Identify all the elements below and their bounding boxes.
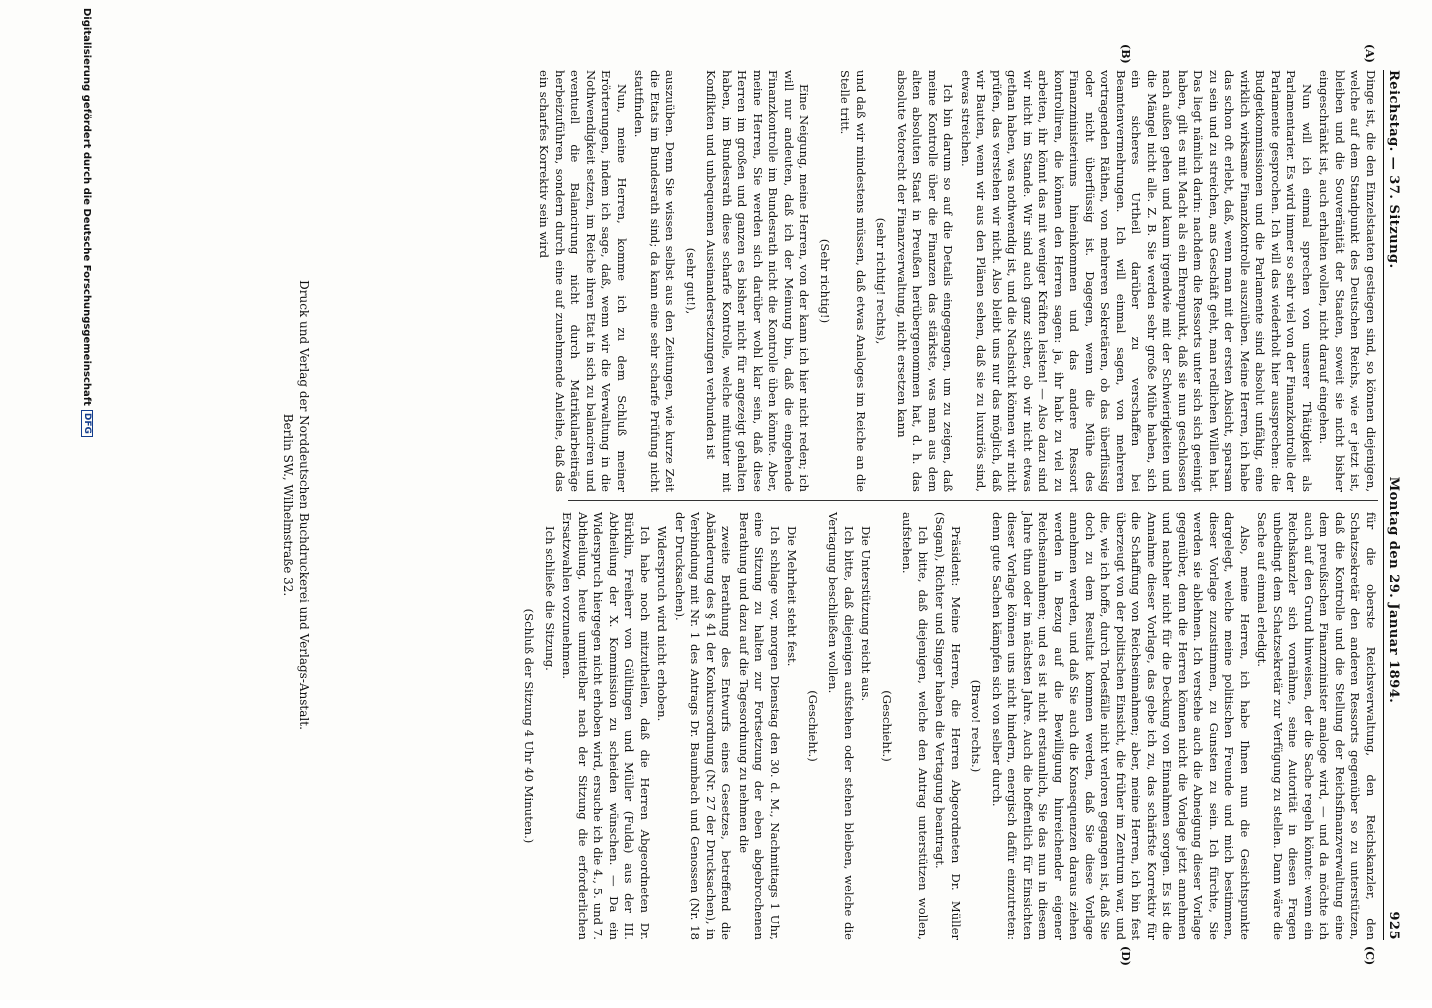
left-column [534,70,1378,492]
paragraph: Nun will ich einmal sprechen von unserer Thätigkeit als Parlamentarier. Es wird immer so sehr viel von der Finanzkontrolle der Parlamente gesprochen. Ich will das wiederholt hier aussprechen: die Budgetkommissionen und die Parlamente sind absolut unfähig, eine wirklich wirksame Finanzkontrolle auszuüben. Meine Herren, ich habe das schon oft erlebt, daß, wenn man mit der ersten Absicht, sparsam zu sein und zu streichen, ans Geschäft geht, man redlichen Willen hat. Das liegt nämlich darin: nachdem die Ressorts unter sich sich geeinigt haben, gilt es mit Macht als ein Ehrenpunkt, daß sie nun geschlossen nach außen gehen und kaum irgendwie mit der Schwierigkeiten und die Mängel nicht alle. Z. B. Sie werden sehr große Mühe haben, sich ein sicheres Urtheil darüber zu verschaffen bei Beamtenvermehrungen. Ich will einmal sagen, von mehreren vortragenden Räthen, von mehreren Sekretären, ob das überflüssig oder nicht überflüssig ist. Dagegen, wenn die Mühe des Finanzministeriums hineinkommen und das andere Ressort kontrolliren, die können den Herren sagen: ja, ihr habt zu viel zu arbeiten, ihr könnt das mit weniger Kräften leisten! — Also dazu sind wir nicht im Stande. Wir sind auch ganz sicher, ob wir nicht etwas gethan haben, was nothwendig ist, und die Nachsicht können wir nicht prüfen, das verstehen wir nicht. Also bleibt uns nur das möglich, daß wir Bauten, wenn wir aus den Plänen sehen, daß sie zu luxuriös sind, etwas streichen. [959,70,1314,492]
paragraph: Dinge ist, die den Einzelstaaten gestiegen sind, so können diejenigen, welche auf dem Standpunkt des Deutschen Reichs, wie er jetzt ist, bleiben und die Souveränität der Staaten, soweit sie nicht bisher eingeschränkt ist, auch erhalten wollen, nicht darauf eingehen. [1317,70,1378,492]
agenda-item: zweite Berathung des Entwurfs eines Gesetzes, betreffend die Abänderung des § 41 der Konkursordnung (Nr. 27 der Drucksachen), in Verbindung mit Nr. 1 des Antrags Dr. Baumbach und Genossen (Nr. 18 der Drucksachen). [673,512,734,940]
header-left: Reichstag. — 37. Sitzung. [1386,70,1401,269]
margin-mark-b: (B) [1119,44,1132,64]
paragraph: Also, meine Herren, ich habe Ihnen nun die Gesichtspunkte dargelegt, welche meine politischen Freunde und mich bestimmen, dieser Vorlage zuzustimmen, zu Gunsten zu sein. Ich fürchte, Sie werden sie ablehnen. Ich verstehe auch die Abneigung dieser Vorlage gegenüber, denn die Herren können nicht die Vorlage jetzt annehmen und nachher nicht für die Deckung von Einnahmen sorgen. Es ist die Annahme dieser Vorlage, das gebe ich zu, das schärfste Korrektiv für die Schaffung von Reichseinnahmen; aber, meine Herren, ich bin fest überzeugt von der politischen Einsicht, die früher im Zentrum war, und die, wie ich hoffe, durch Todesfälle nicht verloren gegangen ist, daß Sie doch zu dem Resultat kommen werden, daß Sie diese Vorlage annehmen werden, und daß Sie auch die Konsequenzen daraus ziehen werden in Bezug auf die Bewilligung hinreichender eigener Reichseinnahmen; und es ist nicht erstaunlich, Sie das nun in diesem Jahre thun oder im nächsten Jahre. Auch die hoffentlich für Einsichten dieser Vorlage können uns nicht hindern, energisch dafür einzutreten: denn gute Sachen kämpfen sich von selber durch. [990,512,1252,940]
paragraph: Eine Neigung, meine Herren, von der kann ich hier nicht reden; ich will nur andeuten, daß ich der Meinung bin, daß die eingehende Finanzkontrolle im Bundesrath nicht die Kontrolle üben könnte. Aber, meine Herren, Sie werden sich darüber wohl klar sein, daß diese Herren im großen und ganzen es bisher nicht für angezeigt gehalten haben, im Bundesrath diese scharfe Kontrolle, welche mitunter mit Konflikten und unbequemen Auseinandersetzungen verbunden ist [704,70,812,492]
interjection: (Bravo! rechts.) [969,679,984,773]
session-closing: (Schluß der Sitzung 4 Uhr 40 Minuten.) [522,608,537,844]
paragraph: Ich schließe die Sitzung. [543,526,557,671]
column-divider [568,500,1378,501]
interjection: (Geschieht.) [806,690,820,762]
paragraph: Ich habe noch mitzutheilen, daß die Herren Abgeordneten Dr. Bürklin, Freiherr von Gültlingen und Müller (Fulda) aus der III. Abtheilung der X. Kommission zu scheiden wünschen. — Da ein Widerspruch hiergegen nicht erhoben wird, ersuche ich die 4., 5. und 7. Abtheilung, heute unmittelbar nach der Sitzung die erforderlichen Ersatzwahlen vorzunehmen. [560,512,652,940]
right-column [516,512,1378,940]
printer-imprint [280,70,312,940]
header-center: Montag den 29. Januar 1894. [1386,476,1401,704]
paragraph: für die oberste Reichsverwaltung, den Reichskanzler, den Schatzsekretär den anderen Ressorts gegenüber so zu unterstützen, daß die Kontrolle und die Stellung der Reichsfinanzverwaltung eine dem preußischen Finanzminister analoge wird, — und da möchte ich auch auf den Grund hinweisen, der die Sache regeln könnte: wenn ein Reichskanzler sich vornähme, seine Autorität in diesen Fragen unbedingt dem Schatzsekretär zur Verfügung zu stellen. Dann wäre die Sache auf einmal erledigt. [1255,512,1378,940]
paragraph: auszuüben. Denn Sie wissen selbst aus den Zeitungen, wie kurze Zeit die Etats im Bundesrath sind; da kann eine sehr scharfe Prüfung nicht stattfinden. [632,70,678,492]
paragraph: Die Mehrheit steht fest. [785,526,800,667]
paragraph: Ich bin darum so auf die Details eingegangen, um zu zeigen, daß meine Kontrolle über die Finanzen das stärkste, was man aus dem alten absoluten Staat in Preußen herübergenommen hat, d. h. das absolute Vetorecht der Finanzverwaltung, nicht ersetzen kann [895,70,956,492]
digitization-credit [77,0,97,1008]
paragraph: Ich schlage vor, morgen Dienstag den 30. d. M., Nachmittags 1 Uhr, eine Sitzung zu halten zur Fortsetzung der eben abgebrochenen Berathung und dazu auf die Tagesordnung zu nehmen die [737,512,782,940]
paragraph: und daß wir mindestens müssen, daß etwas Analoges im Reiche an die Stelle tritt. [838,70,868,492]
dfg-logo-icon: DFG [81,410,93,437]
page-number: 925 [1386,911,1401,940]
credit-text: Digitalisierung gefördert durch die Deutsche Forschungsgemeinschaft [81,8,93,406]
imprint-line: Druck und Verlag der Norddeutschen Buchdruckerei und Verlags-Anstalt. [297,280,311,730]
page-header [1383,70,1412,940]
margin-mark-d: (D) [1119,946,1132,966]
interjection: (Geschieht.) [880,690,894,762]
interjection: (Sehr richtig!) [818,238,832,324]
paragraph: Ich bitte, daß diejenigen aufstehen oder stehen bleiben, welche die Vertagung beschließen wollen. [826,512,856,940]
interjection: (sehr richtig! rechts), [874,217,889,345]
paragraph: Nun, meine Herren, komme ich zu dem Schluß meiner Erörterungen, indem ich sage, daß, wenn wir die Verwaltung in die Nothwendigkeit setzen, im Reiche ihren Etat in sich zu balanciren und eventuell die Balancirung nicht durch Matrikularbeiträge herbeizuführen, sondern durch eine auf zunehmende Anleihe, daß das ein scharfes Korrektiv sein wird [537,70,629,492]
margin-mark-a: (A) [1363,44,1376,63]
imprint-line: Berlin SW., Wilhelmstraße 32. [281,413,295,597]
interjection: (sehr gut!), [684,247,698,315]
paragraph: Ich bitte, daß diejenigen, welche den Antrag unterstützen wollen, aufstehen. [900,512,930,940]
margin-mark-c: (C) [1363,946,1376,966]
president-statement: Präsident: Meine Herren, die Herren Abgeordneten Dr. Müller (Sagan), Richter und Singer haben die Vertagung beantragt. [933,512,963,940]
paragraph: Widerspruch wird nicht erhoben. [655,526,670,722]
paragraph: Die Unterstützung reicht aus. [859,526,874,702]
